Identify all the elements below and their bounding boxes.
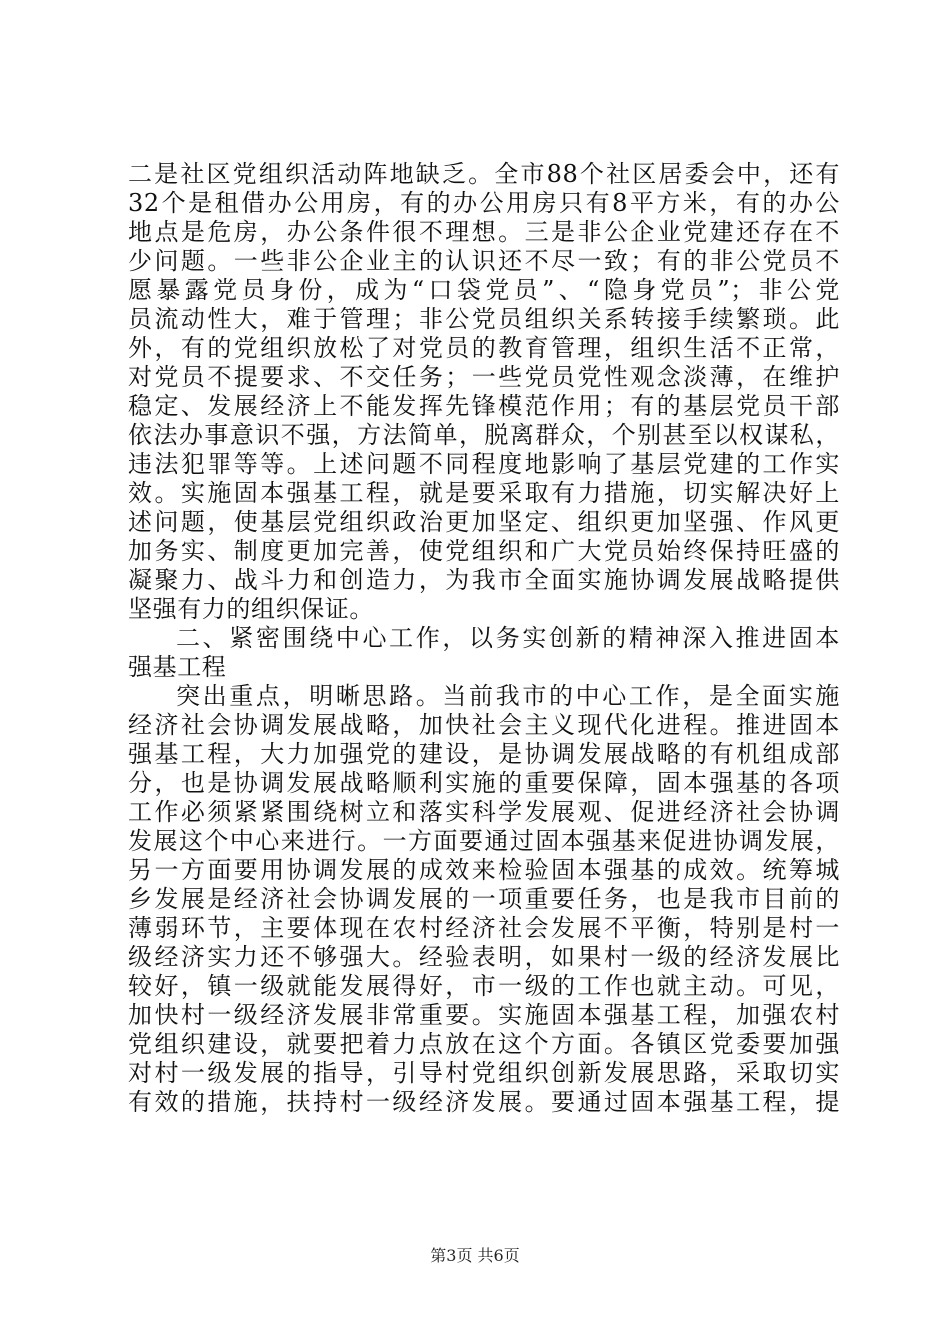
text-line: 地点是危房，办公条件很不理想。三是非公企业党建还存在不 — [128, 218, 840, 246]
text-line: 员流动性大，难于管理；非公党员组织关系转接手续繁琐。此 — [128, 305, 840, 333]
text-line: 外，有的党组织放松了对党员的教育管理，组织生活不正常， — [128, 334, 840, 362]
text-line: 二是社区党组织活动阵地缺乏。全市88个社区居委会中，还有 — [128, 160, 840, 188]
text-line: 对村一级发展的指导，引导村党组织创新发展思路，采取切实 — [128, 1059, 840, 1087]
text-line: 依法办事意识不强，方法简单，脱离群众，个别甚至以权谋私， — [128, 421, 840, 449]
text-line: 党组织建设，就要把着力点放在这个方面。各镇区党委要加强 — [128, 1030, 840, 1058]
text-line: 发展这个中心来进行。一方面要通过固本强基来促进协调发展， — [128, 827, 840, 855]
text-line: 经济社会协调发展战略，加快社会主义现代化进程。推进固本 — [128, 711, 840, 739]
text-line: 效。实施固本强基工程，就是要采取有力措施，切实解决好上 — [128, 479, 840, 507]
text-line: 薄弱环节，主要体现在农村经济社会发展不平衡，特别是村一 — [128, 914, 840, 942]
text-line: 述问题，使基层党组织政治更加坚定、组织更加坚强、作风更 — [128, 508, 840, 536]
text-line: 分，也是协调发展战略顺利实施的重要保障，固本强基的各项 — [128, 769, 840, 797]
text-line: 32个是租借办公用房，有的办公用房只有8平方米，有的办公 — [128, 189, 840, 217]
text-line: 另一方面要用协调发展的成效来检验固本强基的成效。统筹城 — [128, 856, 840, 884]
text-line: 强基工程，大力加强党的建设，是协调发展战略的有机组成部 — [128, 740, 840, 768]
text-line: 坚强有力的组织保证。 — [128, 595, 374, 623]
text-line: 有效的措施，扶持村一级经济发展。要通过固本强基工程，提 — [128, 1088, 840, 1116]
text-line: 违法犯罪等等。上述问题不同程度地影响了基层党建的工作实 — [128, 450, 840, 478]
text-line: 乡发展是经济社会协调发展的一项重要任务，也是我市目前的 — [128, 885, 840, 913]
text-line: 工作必须紧紧围绕树立和落实科学发展观、促进经济社会协调 — [128, 798, 840, 826]
text-line: 少问题。一些非公企业主的认识还不尽一致；有的非公党员不 — [128, 247, 840, 275]
page-number-footer: 第3页 共6页 — [430, 1246, 520, 1265]
body-text — [128, 160, 840, 1117]
section-heading-line: 二、紧密围绕中心工作，以务实创新的精神深入推进固本 — [176, 624, 840, 652]
text-line: 愿暴露党员身份，成为“口袋党员”、“隐身党员”；非公党 — [128, 276, 840, 304]
text-line: 突出重点，明晰思路。当前我市的中心工作，是全面实施 — [176, 682, 840, 710]
text-line: 稳定、发展经济上不能发挥先锋模范作用；有的基层党员干部 — [128, 392, 840, 420]
section-heading-line: 强基工程 — [128, 653, 227, 681]
text-line: 加务实、制度更加完善，使党组织和广大党员始终保持旺盛的 — [128, 537, 840, 565]
text-line: 对党员不提要求、不交任务；一些党员党性观念淡薄，在维护 — [128, 363, 840, 391]
text-line: 加快村一级经济发展非常重要。实施固本强基工程，加强农村 — [128, 1001, 840, 1029]
text-line: 较好，镇一级就能发展得好，市一级的工作也就主动。可见， — [128, 972, 840, 1000]
text-line: 凝聚力、战斗力和创造力，为我市全面实施协调发展战略提供 — [128, 566, 840, 594]
text-line: 级经济实力还不够强大。经验表明，如果村一级的经济发展比 — [128, 943, 840, 971]
